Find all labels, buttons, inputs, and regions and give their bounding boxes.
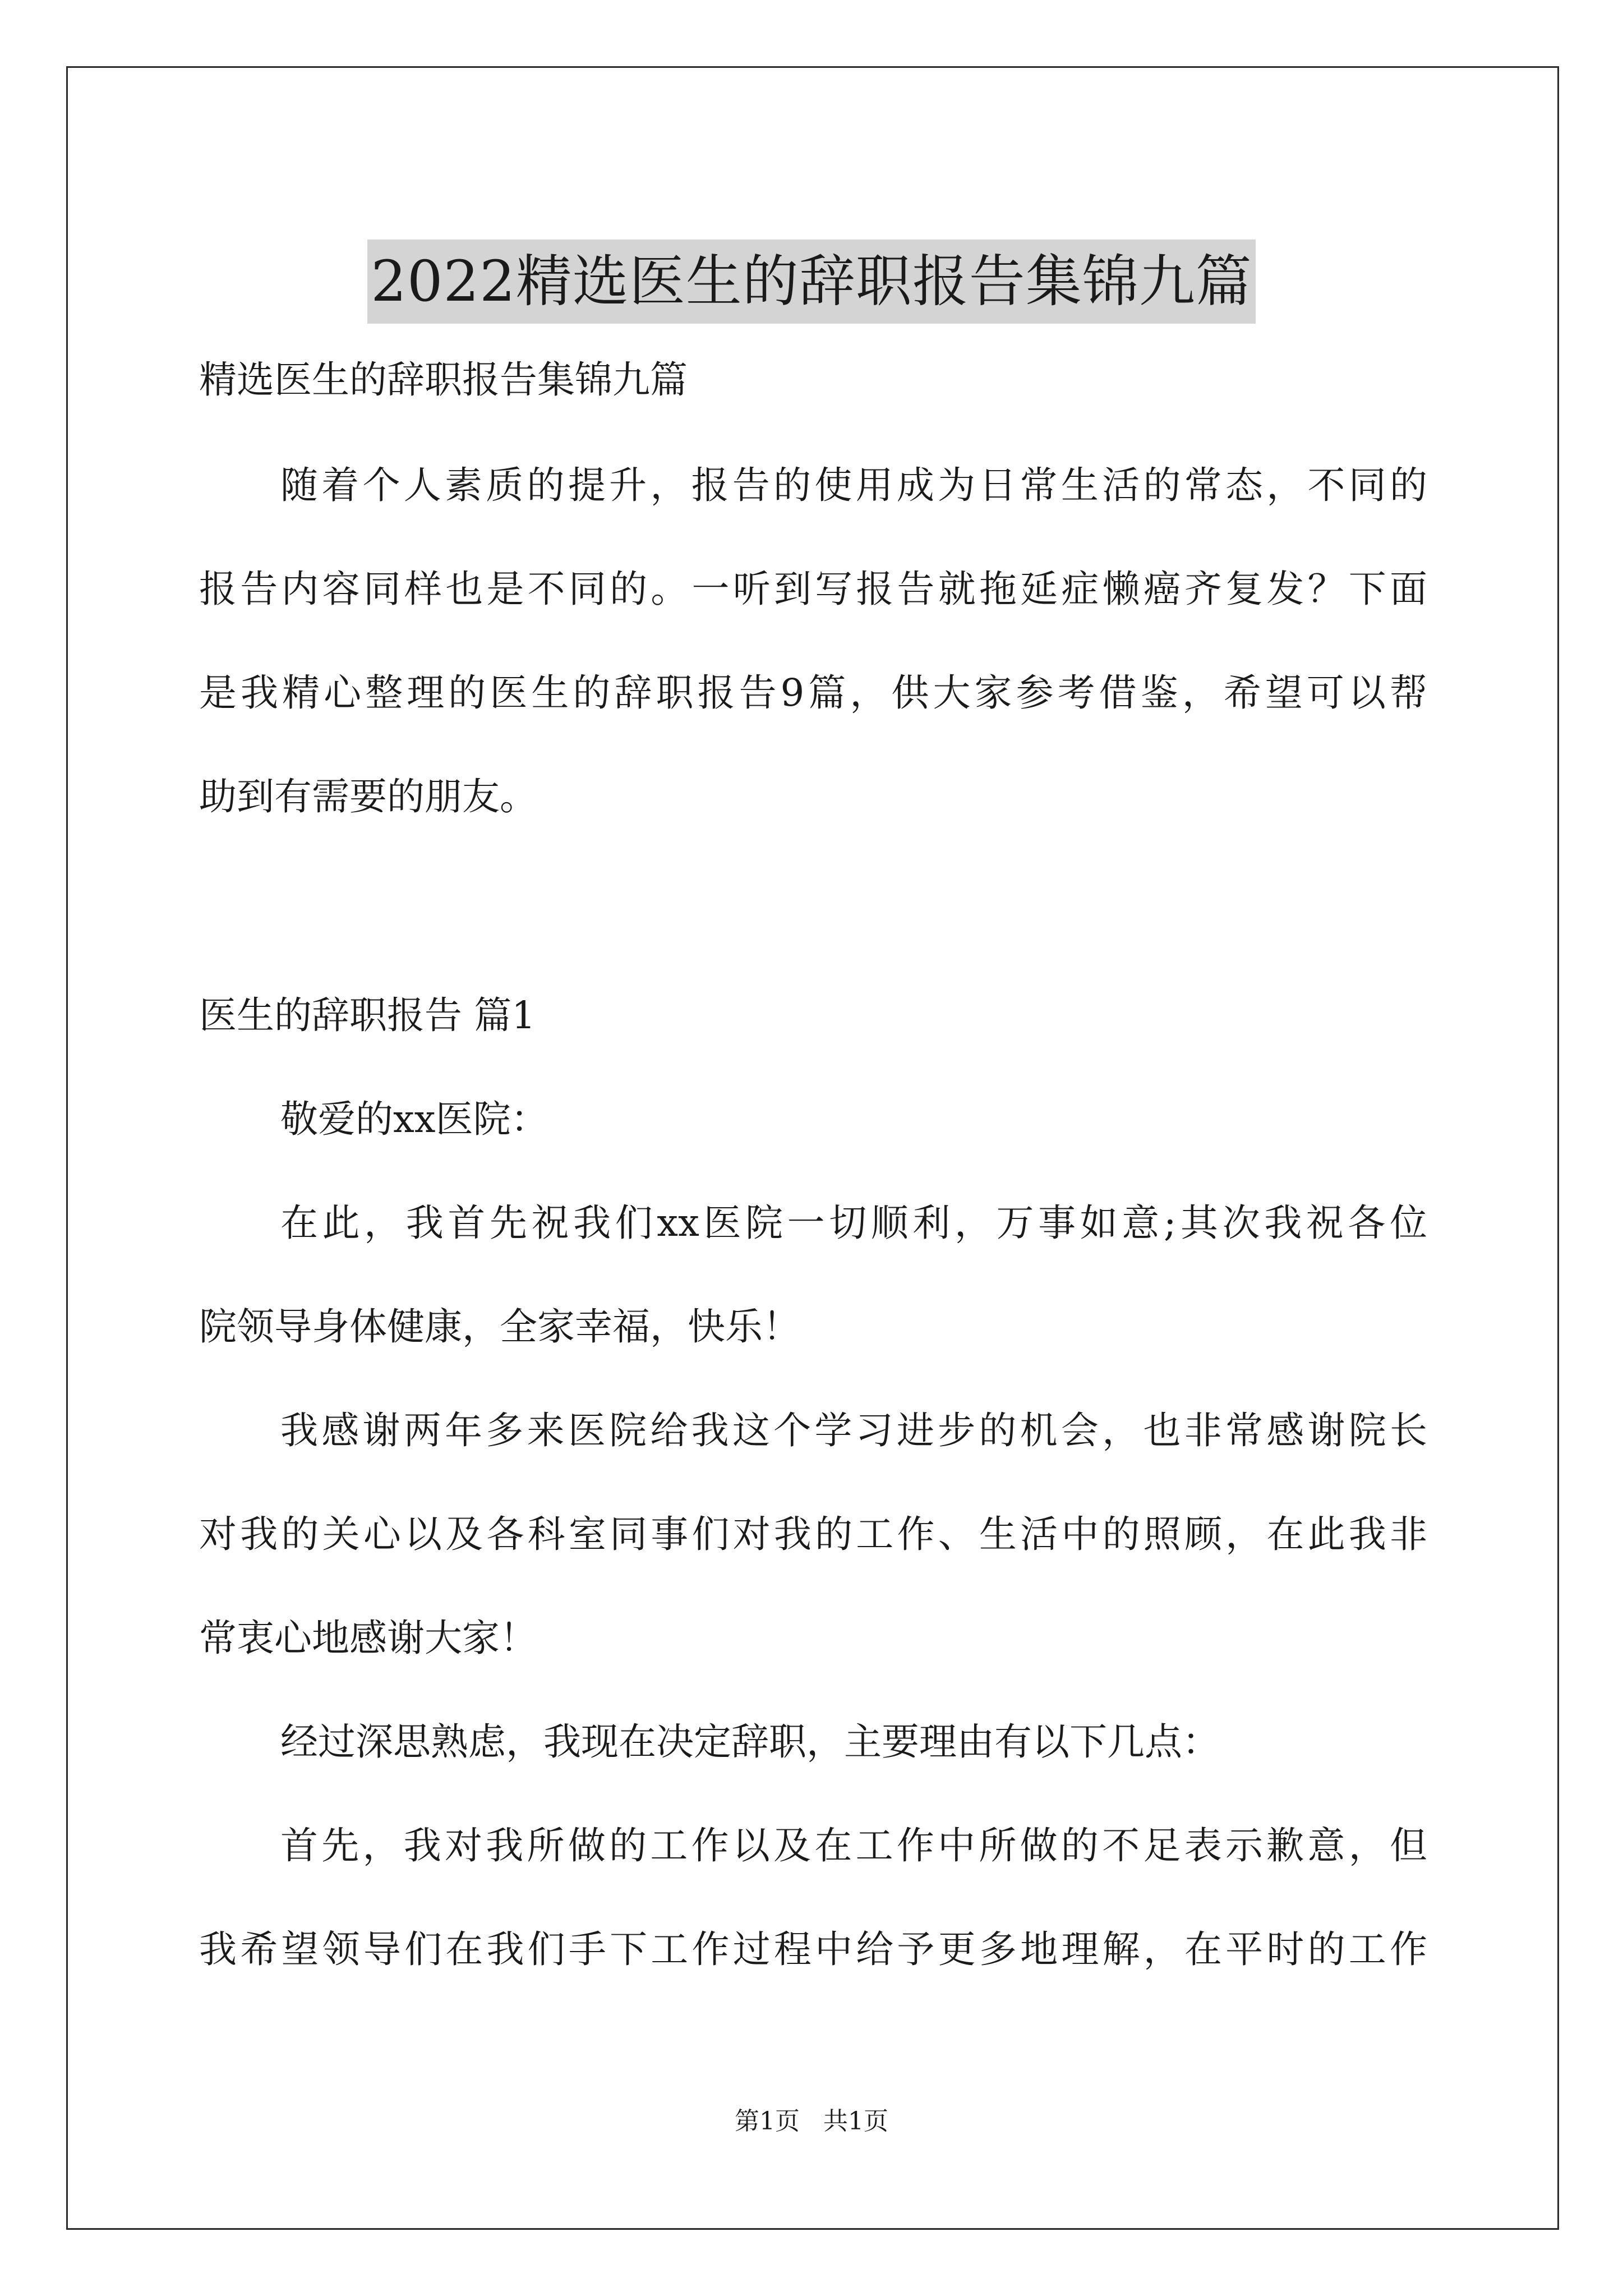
title-container (0, 202, 1623, 361)
document-title: 2022精选医生的辞职报告集锦九篇 (367, 240, 1256, 324)
paragraph1-line-1: 在此，我首先祝我们xx医院一切顺利，万事如意;其次我祝各位 (280, 1201, 1427, 1245)
intro-line-4: 助到有需要的朋友。 (199, 775, 537, 818)
paragraph4-line-1: 首先，我对我所做的工作以及在工作中所做的不足表示歉意，但 (280, 1824, 1427, 1867)
intro-line-1: 随着个人素质的提升，报告的使用成为日常生活的常态，不同的 (280, 463, 1427, 507)
salutation: 敬爱的xx医院： (280, 1097, 548, 1141)
paragraph1-line-2: 院领导身体健康，全家幸福，快乐！ (199, 1305, 800, 1349)
paragraph3: 经过深思熟虑，我现在决定辞职，主要理由有以下几点： (280, 1720, 1220, 1764)
document-subtitle: 精选医生的辞职报告集锦九篇 (199, 358, 688, 402)
intro-line-3: 是我精心整理的医生的辞职报告9篇，供大家参考借鉴，希望可以帮 (199, 671, 1427, 715)
section-heading: 医生的辞职报告 篇1 (199, 993, 536, 1037)
page-footer: 第1页 共1页 (735, 2107, 888, 2136)
paragraph2-line-1: 我感谢两年多来医院给我这个学习进步的机会，也非常感谢院长 (280, 1409, 1427, 1452)
intro-line-2: 报告内容同样也是不同的。一听到写报告就拖延症懒癌齐复发？下面 (199, 567, 1427, 611)
paragraph2-line-2: 对我的关心以及各科室同事们对我的工作、生活中的照顾，在此我非 (199, 1512, 1427, 1556)
paragraph2-line-3: 常衷心地感谢大家！ (199, 1616, 537, 1660)
paragraph4-line-2: 我希望领导们在我们手下工作过程中给予更多地理解，在平时的工作 (199, 1927, 1427, 1971)
